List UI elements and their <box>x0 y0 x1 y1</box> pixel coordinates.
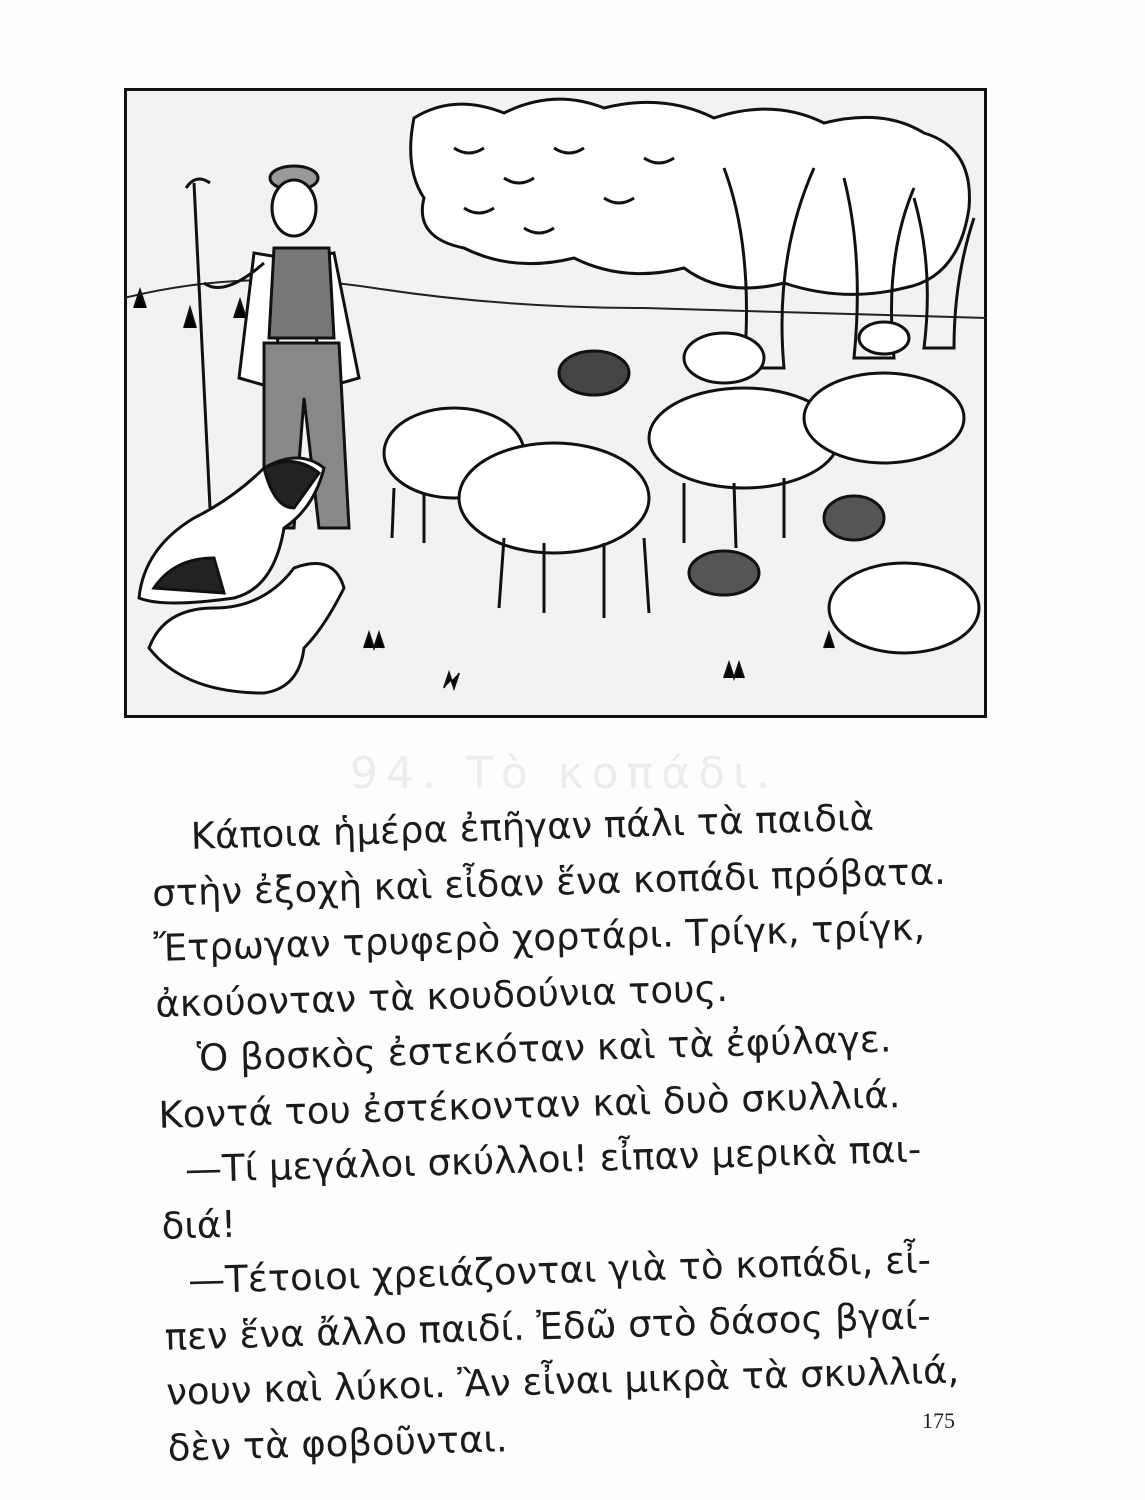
text-line: —Τί μεγάλοι σκύλλοι! εἶπαν μερικὰ παι- <box>184 1127 922 1192</box>
text-line: πεν ἕνα ἄλλο παιδί. Ἐδῶ στὸ δάσος βγαί- <box>164 1293 932 1359</box>
lesson-title: 94. Τὸ κοπάδι. <box>350 748 778 799</box>
lesson-body <box>150 786 1018 1475</box>
page-number: 175 <box>922 1408 955 1433</box>
text-line: Ὁ βοσκὸς ἐστεκόταν καὶ τὰ ἐφύλαγε. <box>196 1017 892 1080</box>
text-line: διά! <box>161 1202 237 1248</box>
text-line: στὴν ἐξοχὴ καὶ εἶδαν ἕνα κοπάδι πρόβατα. <box>151 849 947 915</box>
text-line: δὲν τὰ φοβοῦνται. <box>167 1416 509 1470</box>
text-line: —Τέτοιοι χρειάζονται γιὰ τὸ κοπάδι, εἶ- <box>187 1238 932 1303</box>
text-line: ἀκούονταν τὰ κουδούνια τους. <box>154 966 729 1026</box>
text-line: Κάποια ἡμέρα ἐπῆγαν πάλι τὰ παιδιὰ <box>190 795 875 858</box>
shepherd-flock-illustration <box>124 88 987 718</box>
text-line: νουν καὶ λύκοι. Ἂν εἶναι μικρὰ τὰ σκυλλιά, <box>165 1348 960 1414</box>
text-line: Ἔτρωγαν τρυφερὸ χορτάρι. Τρίγκ, τρίγκ, <box>153 905 926 970</box>
text-line: Κοντά του ἐστέκονταν καὶ δυὸ σκυλλιά. <box>157 1072 901 1137</box>
